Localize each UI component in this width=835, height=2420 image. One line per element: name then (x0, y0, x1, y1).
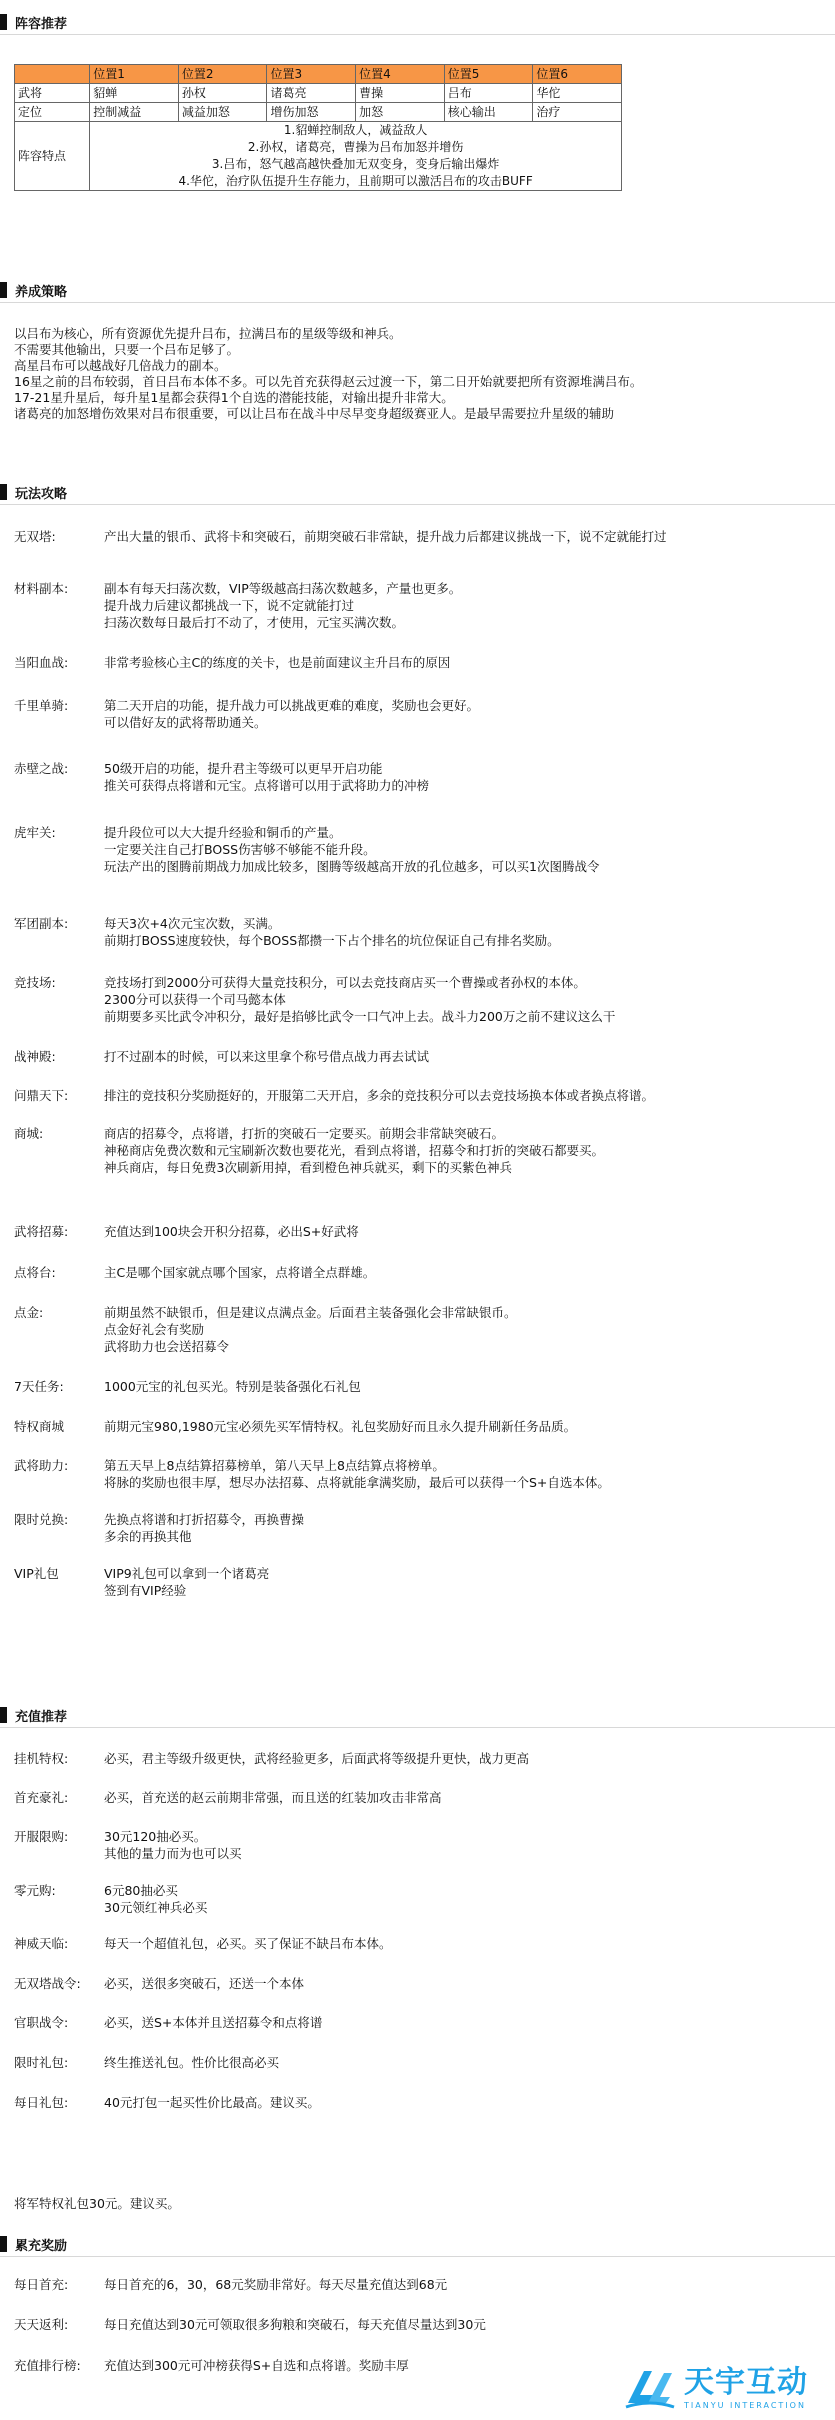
item-text (104, 654, 814, 671)
text-line: 前期打BOSS速度较快，每个BOSS都攒一下占个排名的坑位保证自己有排名奖励。 (104, 933, 560, 948)
item-text (104, 1048, 814, 1065)
text-line: 50级开启的功能，提升君主等级可以更早开启功能 (104, 761, 383, 776)
item-text (104, 2094, 814, 2111)
item-label: 神威天临: (14, 1936, 69, 1951)
lineup-features-cell (90, 122, 622, 191)
item-label: 零元购: (14, 1883, 56, 1898)
list-item (14, 1975, 814, 1992)
item-label: 官职战令: (14, 2015, 69, 2030)
item-text (104, 974, 814, 1025)
table-cell: 增伤加怒 (267, 103, 356, 122)
item-text (104, 1457, 814, 1491)
item-label: 点将台: (14, 1265, 56, 1280)
item-label: 武将招募: (14, 1224, 69, 1239)
list-item (14, 1087, 814, 1104)
item-label: 无双塔: (14, 529, 56, 544)
list-item (14, 1828, 814, 1862)
list-item (14, 2014, 814, 2031)
section-title: 阵容推荐 (15, 16, 68, 32)
text-line: 将脉的奖励也很丰厚，想尽办法招募、点将就能拿满奖励，最后可以获得一个S+自选本体。 (104, 1475, 610, 1490)
text-line: 神兵商店，每日免费3次刷新用掉，看到橙色神兵就买，剩下的买紫色神兵 (104, 1160, 512, 1175)
list-item (14, 1789, 814, 1806)
table-cell: 孙权 (178, 84, 267, 103)
text-line: 前期虽然不缺银币，但是建议点满点金。后面君主装备强化会非常缺银币。 (104, 1305, 517, 1320)
section-title: 充值推荐 (15, 1709, 68, 1725)
list-item (14, 1264, 814, 1281)
text-line: 2300分可以获得一个司马懿本体 (104, 992, 286, 1007)
item-label: 特权商城 (14, 1419, 65, 1434)
text-line: 副本有每天扫荡次数，VIP等级越高扫荡次数越多，产量也更多。 (104, 581, 462, 596)
list-item (14, 974, 814, 1025)
table-cell: 吕布 (444, 84, 533, 103)
list-item (14, 1125, 814, 1176)
section-bar (0, 282, 7, 298)
table-cell: 貂蝉 (90, 84, 179, 103)
list-item (14, 1418, 814, 1435)
text-line: 提升段位可以大大提升经验和铜币的产量。 (104, 825, 342, 840)
text-line: 30元领红神兵必买 (104, 1900, 208, 1915)
logo-subtitle: TIANYU INTERACTION (684, 2400, 806, 2410)
item-text (104, 1087, 814, 1104)
item-text (104, 1264, 814, 1281)
table-header-cell: 位置6 (533, 65, 622, 84)
list-item (14, 760, 814, 794)
text-line: 前期要多买比武令冲积分，最好是掐够比武令一口气冲上去。战斗力200万之前不建议这么干 (104, 1009, 616, 1024)
list-item (14, 1048, 814, 1065)
list-item (14, 1223, 814, 1240)
text-line: 充值达到300元可冲榜获得S+自选和点将谱。奖励丰厚 (104, 2358, 409, 2373)
item-label: 挂机特权: (14, 1751, 69, 1766)
item-label: 点金: (14, 1305, 44, 1320)
text-line: 每日首充的6，30，68元奖励非常好。每天尽量充值达到68元 (104, 2277, 448, 2292)
item-text (104, 1418, 814, 1435)
section-bar (0, 14, 7, 30)
text-line: 不需要其他输出，只要一个吕布足够了。 (14, 342, 240, 357)
table-cell: 治疗 (533, 103, 622, 122)
item-label: 无双塔战令: (14, 1976, 81, 1991)
table-header-row (15, 65, 622, 84)
item-text (104, 1304, 814, 1355)
list-item (14, 2094, 814, 2111)
item-label: 商城: (14, 1126, 44, 1141)
item-label: 限时礼包: (14, 2055, 69, 2070)
text-line: 非常考验核心主C的练度的关卡，也是前面建议主升吕布的原因 (104, 655, 451, 670)
item-label: 问鼎天下: (14, 1088, 69, 1103)
item-text (104, 1789, 814, 1806)
feature-line: 3.吕布，怒气越高越快叠加无双变身，变身后输出爆炸 (211, 157, 500, 171)
text-line: 每天3次+4次元宝次数，买满。 (104, 916, 281, 931)
item-text (104, 1511, 814, 1545)
text-line: 每日充值达到30元可领取很多狗粮和突破石，每天充值尽量达到30元 (104, 2317, 486, 2332)
list-item (14, 697, 814, 731)
section-bar (0, 484, 7, 500)
text-line: 前期元宝980,1980元宝必须先买军情特权。礼包奖励好而且永久提升刷新任务品质。 (104, 1419, 577, 1434)
item-text (104, 1882, 814, 1916)
text-line: 多余的再换其他 (104, 1529, 192, 1544)
text-line: 一定要关注自己打BOSS伤害够不够能不能升段。 (104, 842, 376, 857)
recharge-footer: 将军特权礼包30元。建议买。 (14, 2196, 180, 2211)
text-line: 产出大量的银币、武将卡和突破石，前期突破石非常缺，提升战力后都建议挑战一下，说不定就能打过 (104, 529, 667, 544)
text-line: 第五天早上8点结算招募榜单，第八天早上8点结算点将榜单。 (104, 1458, 445, 1473)
divider (0, 34, 835, 35)
logo-text (684, 2364, 808, 2410)
table-row (15, 122, 622, 191)
item-label: 充值排行榜: (14, 2358, 81, 2373)
text-line: 每天一个超值礼包，必买。买了保证不缺吕布本体。 (104, 1936, 392, 1951)
text-line: 必买，君主等级升级更快，武将经验更多，后面武将等级提升更快，战力更高 (104, 1751, 530, 1766)
text-line: 主C是哪个国家就点哪个国家，点将谱全点群雄。 (104, 1265, 376, 1280)
text-line: VIP9礼包可以拿到一个诸葛亮 (104, 1566, 270, 1581)
section-title: 累充奖励 (15, 2238, 68, 2254)
lineup-table (14, 64, 622, 191)
item-text (104, 1223, 814, 1240)
item-text (104, 580, 814, 631)
list-item (14, 1378, 814, 1395)
item-text (104, 760, 814, 794)
feature-line: 2.孙权，诸葛亮，曹操为吕布加怒并增伤 (247, 140, 464, 154)
table-header-cell: 位置3 (267, 65, 356, 84)
list-item (14, 1935, 814, 1952)
watermark-logo (622, 2360, 832, 2416)
text-line: 其他的量力而为也可以买 (104, 1846, 242, 1861)
item-label: 赤壁之战: (14, 761, 69, 776)
text-line: 扫荡次数每日最后打不动了，才使用，元宝买满次数。 (104, 615, 405, 630)
text-line: 必买，送很多突破石，还送一个本体 (104, 1976, 305, 1991)
item-text (104, 2054, 814, 2071)
list-item (14, 915, 814, 949)
item-label: 限时兑换: (14, 1512, 69, 1527)
table-header-cell: 位置2 (178, 65, 267, 84)
section-title: 养成策略 (15, 284, 68, 300)
item-text (104, 1750, 814, 1767)
section-header-development (0, 280, 67, 300)
list-item (14, 2276, 814, 2293)
divider (0, 302, 835, 303)
text-line: 16星之前的吕布较弱，首日吕布本体不多。可以先首充获得赵云过渡一下，第二日开始就要把所有资源堆满吕布。 (14, 374, 643, 389)
table-cell: 加怒 (356, 103, 445, 122)
table-header-cell: 位置4 (356, 65, 445, 84)
table-cell: 定位 (15, 103, 90, 122)
item-label: 竞技场: (14, 975, 56, 990)
list-item (14, 1457, 814, 1491)
item-label: 战神殿: (14, 1049, 56, 1064)
text-line: 以吕布为核心，所有资源优先提升吕布，拉满吕布的星级等级和神兵。 (14, 326, 402, 341)
item-label: 虎牢关: (14, 825, 56, 840)
table-cell: 诸葛亮 (267, 84, 356, 103)
text-line: 商店的招募令，点将谱，打折的突破石一定要买。前期会非常缺突破石。 (104, 1126, 505, 1141)
list-item (14, 2316, 814, 2333)
table-cell: 减益加怒 (178, 103, 267, 122)
item-text (104, 1125, 814, 1176)
item-label: 开服限购: (14, 1829, 69, 1844)
list-item (14, 1304, 814, 1355)
text-line: 点金好礼会有奖励 (104, 1322, 205, 1337)
text-line: 排注的竞技积分奖励挺好的，开服第二天开启，多余的竞技积分可以去竞技场换本体或者换点将谱。 (104, 1088, 655, 1103)
item-label: VIP礼包 (14, 1566, 59, 1581)
item-text (104, 2276, 814, 2293)
divider (0, 1727, 835, 1728)
text-line: 充值达到100块会开积分招募，必出S+好武将 (104, 1224, 359, 1239)
item-text (104, 824, 814, 875)
item-text (104, 2014, 814, 2031)
list-item (14, 1882, 814, 1916)
text-line: 高星吕布可以越战好几倍战力的副本。 (14, 358, 227, 373)
item-text (104, 528, 814, 545)
table-cell: 阵容特点 (15, 122, 90, 191)
list-item (14, 1565, 814, 1599)
feature-line: 1.貂蝉控制敌人，减益敌人 (283, 123, 428, 137)
item-label: 材料副本: (14, 581, 69, 596)
text-line: 必买，送S+本体并且送招募令和点将谱 (104, 2015, 323, 2030)
item-text (104, 1935, 814, 1952)
text-line: 17-21星升星后，每升星1星都会获得1个自选的潜能技能，对输出提升非常大。 (14, 390, 454, 405)
item-label: 7天任务: (14, 1379, 64, 1394)
table-header-cell: 位置5 (444, 65, 533, 84)
text-line: 玩法产出的图腾前期战力加成比较多，图腾等级越高开放的孔位越多，可以买1次图腾战令 (104, 859, 600, 874)
section-header-cumulative (0, 2234, 67, 2254)
text-line: 提升战力后建议都挑战一下，说不定就能打过 (104, 598, 355, 613)
text-line: 签到有VIP经验 (104, 1583, 187, 1598)
item-label: 天天返利: (14, 2317, 69, 2332)
section-header-recharge (0, 1705, 67, 1725)
section-bar (0, 1707, 7, 1723)
table-header-cell: 位置1 (90, 65, 179, 84)
item-text (104, 697, 814, 731)
section-header-lineup (0, 12, 67, 32)
item-label: 当阳血战: (14, 655, 69, 670)
item-label: 千里单骑: (14, 698, 69, 713)
text-line: 竞技场打到2000分可获得大量竞技积分，可以去竞技商店买一个曹操或者孙权的本体。 (104, 975, 586, 990)
list-item (14, 1750, 814, 1767)
item-label: 首充豪礼: (14, 1790, 69, 1805)
item-text (104, 1975, 814, 1992)
divider (0, 2256, 835, 2257)
text-line: 30元120抽必买。 (104, 1829, 207, 1844)
item-text (104, 915, 814, 949)
text-line: 推关可获得点将谱和元宝。点将谱可以用于武将助力的冲榜 (104, 778, 430, 793)
text-line: 40元打包一起买性价比最高。建议买。 (104, 2095, 320, 2110)
table-row (15, 84, 622, 103)
section-title: 玩法攻略 (15, 486, 68, 502)
item-text (104, 1565, 814, 1599)
list-item (14, 654, 814, 671)
tianyu-logo-icon (622, 2363, 678, 2413)
text-line: 打不过副本的时候，可以来这里拿个称号借点战力再去试试 (104, 1049, 430, 1064)
text-line: 先换点将谱和打折招募令，再换曹操 (104, 1512, 305, 1527)
text-line: 1000元宝的礼包买光。特别是装备强化石礼包 (104, 1379, 361, 1394)
text-line: 第二天开启的功能，提升战力可以挑战更难的难度，奖励也会更好。 (104, 698, 480, 713)
text-line: 必买，首充送的赵云前期非常强，而且送的红装加攻击非常高 (104, 1790, 442, 1805)
list-item (14, 528, 814, 545)
development-paragraph (14, 326, 814, 422)
text-line: 诸葛亮的加怒增伤效果对吕布很重要，可以让吕布在战斗中尽早变身超级赛亚人。是最早需要拉升星级的辅助 (14, 406, 615, 421)
item-label: 军团副本: (14, 916, 69, 931)
feature-line: 4.华佗，治疗队伍提升生存能力，且前期可以激活吕布的攻击BUFF (178, 174, 533, 188)
table-cell: 控制减益 (90, 103, 179, 122)
text-line: 神秘商店免费次数和元宝刷新次数也要花光，看到点将谱，招募令和打折的突破石都要买。 (104, 1143, 605, 1158)
text-line: 6元80抽必买 (104, 1883, 178, 1898)
section-bar (0, 2236, 7, 2252)
table-cell: 武将 (15, 84, 90, 103)
table-header-cell (15, 65, 90, 84)
table-cell: 华佗 (533, 84, 622, 103)
list-item (14, 580, 814, 631)
logo-name: 天宇互动 (684, 2364, 808, 2400)
item-label: 武将助力: (14, 1458, 69, 1473)
list-item (14, 824, 814, 875)
item-text (104, 1828, 814, 1862)
list-item (14, 2054, 814, 2071)
table-cell: 曹操 (356, 84, 445, 103)
item-label: 每日首充: (14, 2277, 69, 2292)
item-text (104, 2316, 814, 2333)
list-item (14, 1511, 814, 1545)
divider (0, 504, 835, 505)
text-line: 武将助力也会送招募令 (104, 1339, 230, 1354)
text-line: 终生推送礼包。性价比很高必买 (104, 2055, 280, 2070)
text-line: 可以借好友的武将帮助通关。 (104, 715, 267, 730)
table-row (15, 103, 622, 122)
section-header-gameplay (0, 482, 67, 502)
item-label: 每日礼包: (14, 2095, 69, 2110)
table-cell: 核心输出 (444, 103, 533, 122)
item-text (104, 1378, 814, 1395)
